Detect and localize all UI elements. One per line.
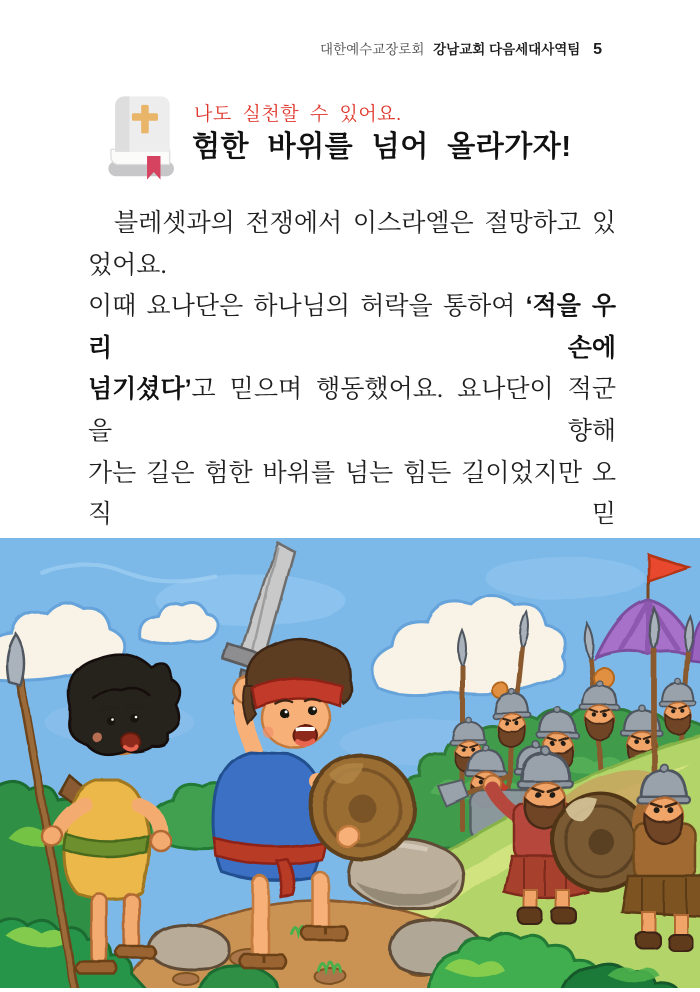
story-illustration (0, 538, 700, 988)
bible-book-icon (100, 88, 184, 188)
denomination-label: 대한예수교장로회 (320, 42, 425, 57)
paragraph-line: 넘기셨다’고 믿으며 행동했어요. 요나단이 적군을 향해 (88, 375, 616, 445)
illustration-image (0, 538, 700, 988)
paragraph-line: 가는 길은 험한 바위를 넘는 힘든 길이었지만 오직 믿 (88, 459, 616, 529)
lesson-kicker: 나도 실천할 수 있어요. (194, 104, 402, 125)
book-spine (115, 96, 129, 151)
church-team-label: 강남교회 다음세대사역팀 (433, 42, 581, 57)
paragraph-line: 블레셋과의 전쟁에서 이스라엘은 절망하고 있었어요. (88, 210, 616, 279)
page-number: 5 (593, 41, 602, 58)
paragraph-line: 이때 요나단은 하나님의 허락을 통하여 ‘적을 우리 손에 (88, 292, 616, 362)
page-header (320, 38, 602, 59)
lesson-title: 험한 바위를 넘어 올라가자! (192, 131, 572, 163)
shield (310, 756, 414, 860)
